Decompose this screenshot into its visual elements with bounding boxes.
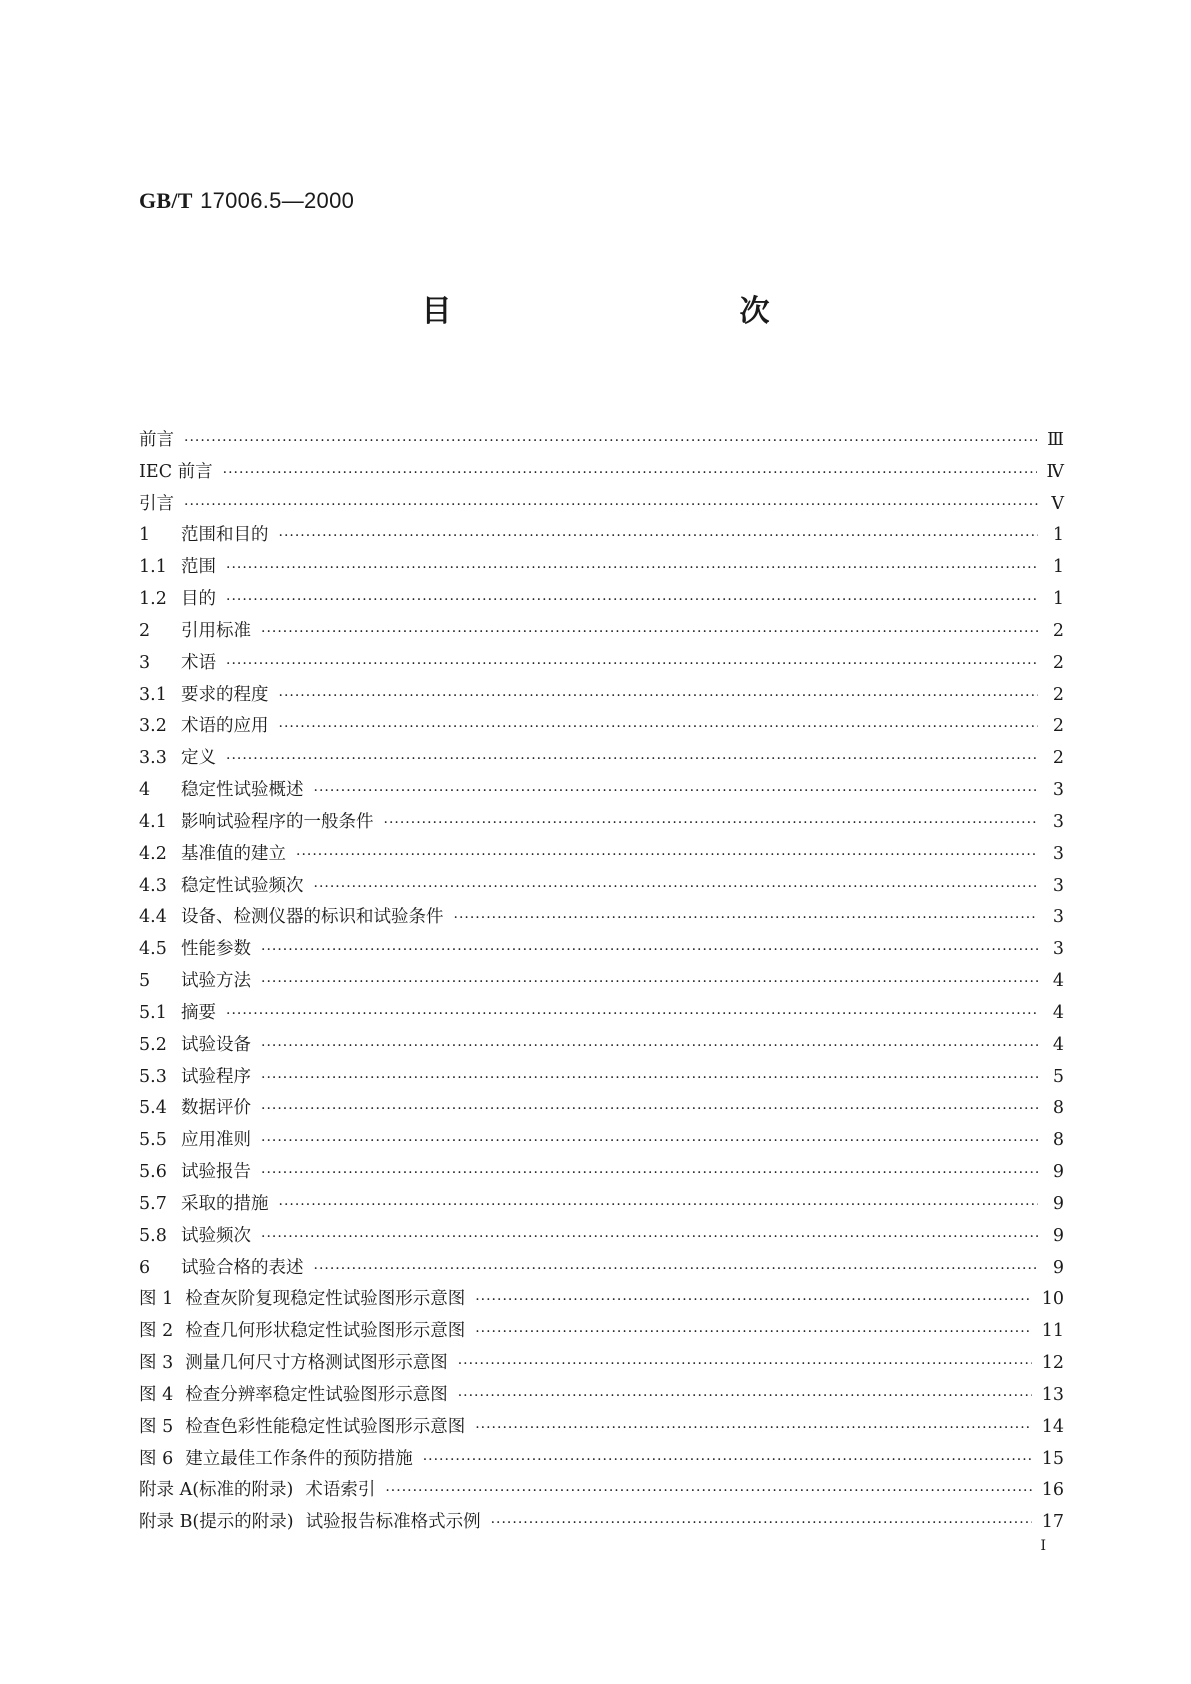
toc-leader-dots: [261, 1101, 1038, 1117]
toc-entry-page: 13: [1041, 1384, 1064, 1405]
toc-entry-title: 检查分辨率稳定性试验图形示意图: [185, 1384, 448, 1405]
toc-entry-title: 稳定性试验频次: [181, 875, 304, 896]
toc-entry-number: 3.1: [139, 684, 167, 705]
toc-entry-title: 前言: [139, 430, 174, 450]
toc-leader-dots: [279, 719, 1039, 735]
toc-leader-dots: [261, 974, 1038, 990]
toc-entry[interactable]: [139, 1476, 1064, 1508]
toc-entry-page: 3: [1052, 811, 1064, 832]
toc-leader-dots: [475, 1420, 1032, 1436]
toc-entry[interactable]: [139, 1381, 1064, 1413]
toc-entry-number: 5.5: [139, 1130, 167, 1151]
toc-entry-page: 3: [1052, 875, 1064, 896]
toc-leader-dots: [261, 942, 1038, 958]
toc-entry-number: 图 6: [139, 1448, 174, 1469]
toc-entry-page: 2: [1052, 652, 1064, 673]
toc-entry-number: 1: [139, 525, 151, 546]
toc-entry-page: 8: [1052, 1130, 1064, 1151]
toc-entry-number: 5.3: [139, 1066, 167, 1087]
toc-leader-dots: [475, 1292, 1032, 1308]
toc-entry-title: 数据评价: [181, 1098, 251, 1119]
toc-entry-page: 2: [1052, 684, 1064, 705]
toc-entry-page: 3: [1052, 780, 1064, 801]
toc-entry-title: 测量几何尺寸方格测试图形示意图: [185, 1353, 448, 1374]
toc-entry-title: 范围: [181, 557, 216, 578]
toc-entry[interactable]: [139, 521, 1064, 553]
toc-entry[interactable]: [139, 903, 1064, 935]
toc-entry-page: 3: [1052, 907, 1064, 928]
toc-entry-title: 试验报告: [181, 1162, 251, 1183]
toc-entry[interactable]: [139, 1190, 1064, 1222]
toc-entry[interactable]: [139, 490, 1064, 522]
toc-entry[interactable]: [139, 1158, 1064, 1190]
toc-entry-title: 引用标准: [181, 620, 251, 641]
toc-entry-page: 4: [1052, 1034, 1064, 1055]
toc-entry-page: 2: [1052, 620, 1064, 641]
toc-entry[interactable]: [139, 1317, 1064, 1349]
toc-entry-title: 应用准则: [181, 1130, 251, 1151]
toc-entry[interactable]: [139, 712, 1064, 744]
toc-leader-dots: [261, 1133, 1038, 1149]
toc-leader-dots: [475, 1324, 1032, 1340]
toc-leader-dots: [261, 1229, 1038, 1245]
toc-entry-page: 14: [1041, 1416, 1064, 1437]
toc-entry-title: 摘要: [181, 1002, 216, 1023]
toc-entry-number: 4.1: [139, 811, 167, 832]
toc-leader-dots: [385, 1483, 1031, 1499]
toc-entry-title: 范围和目的: [181, 525, 269, 546]
toc-list: [139, 426, 1064, 1540]
toc-leader-dots: [279, 1197, 1039, 1213]
toc-entry-page: 15: [1041, 1448, 1064, 1469]
toc-leader-dots: [423, 1452, 1032, 1468]
toc-entry[interactable]: [139, 458, 1064, 490]
toc-entry[interactable]: [139, 1508, 1064, 1540]
toc-entry-page: Ⅴ: [1051, 493, 1064, 514]
toc-leader-dots: [296, 847, 1038, 863]
toc-entry[interactable]: [139, 1413, 1064, 1445]
toc-leader-dots: [226, 560, 1038, 576]
toc-entry-page: 9: [1052, 1257, 1064, 1278]
toc-leader-dots: [491, 1515, 1032, 1531]
toc-entry[interactable]: [139, 744, 1064, 776]
toc-leader-dots: [384, 815, 1039, 831]
toc-entry-title: 试验程序: [181, 1066, 251, 1087]
toc-entry-number: 4.2: [139, 843, 167, 864]
toc-leader-dots: [226, 592, 1038, 608]
toc-entry-page: 16: [1041, 1480, 1064, 1501]
toc-entry[interactable]: [139, 935, 1064, 967]
toc-leader-dots: [314, 1261, 1039, 1277]
toc-leader-dots: [279, 688, 1039, 704]
toc-entry-page: 3: [1052, 843, 1064, 864]
toc-entry-title: 定义: [181, 748, 216, 769]
toc-leader-dots: [184, 497, 1038, 513]
toc-entry-title: 稳定性试验概述: [181, 780, 304, 801]
toc-entry-page: 2: [1052, 748, 1064, 769]
toc-entry-page: 1: [1052, 557, 1064, 578]
standard-code: [139, 188, 354, 214]
toc-entry-page: 2: [1052, 716, 1064, 737]
toc-entry-title: 试验合格的表述: [181, 1257, 304, 1278]
toc-entry-number: 图 2: [139, 1321, 174, 1342]
toc-entry-number: 附录 B(提示的附录): [139, 1512, 294, 1533]
toc-entry-page: 3: [1052, 939, 1064, 960]
toc-entry[interactable]: [139, 808, 1064, 840]
toc-entry-number: 5.2: [139, 1034, 167, 1055]
toc-entry-title: 检查灰阶复现稳定性试验图形示意图: [185, 1289, 466, 1310]
toc-entry-page: 5: [1052, 1066, 1064, 1087]
toc-entry-number: 4.4: [139, 907, 167, 928]
toc-entry-page: 4: [1052, 971, 1064, 992]
toc-entry-number: 5: [139, 971, 151, 992]
standard-prefix: GB/T: [139, 188, 193, 213]
toc-entry-number: 1.1: [139, 557, 167, 578]
toc-entry-page: 9: [1052, 1162, 1064, 1183]
toc-leader-dots: [458, 1388, 1032, 1404]
toc-entry-number: 3: [139, 652, 151, 673]
toc-leader-dots: [261, 1070, 1038, 1086]
toc-leader-dots: [223, 465, 1037, 481]
toc-entry-title: 检查色彩性能稳定性试验图形示意图: [185, 1416, 466, 1437]
toc-entry[interactable]: [139, 967, 1064, 999]
toc-entry[interactable]: [139, 999, 1064, 1031]
toc-entry[interactable]: [139, 1445, 1064, 1477]
toc-entry-page: 9: [1052, 1225, 1064, 1246]
toc-entry[interactable]: [139, 1063, 1064, 1095]
toc-entry-number: 5.8: [139, 1225, 167, 1246]
toc-leader-dots: [458, 1356, 1032, 1372]
toc-entry-page: 1: [1052, 525, 1064, 546]
toc-entry[interactable]: [139, 840, 1064, 872]
toc-leader-dots: [314, 879, 1039, 895]
toc-entry-title: 影响试验程序的一般条件: [181, 811, 374, 832]
toc-entry-number: 图 1: [139, 1289, 174, 1310]
toc-entry[interactable]: [139, 1254, 1064, 1286]
toc-entry-number: 图 5: [139, 1416, 174, 1437]
toc-entry-title: 目的: [181, 589, 216, 610]
toc-leader-dots: [314, 783, 1039, 799]
toc-entry[interactable]: [139, 872, 1064, 904]
toc-entry-title: 采取的措施: [181, 1193, 269, 1214]
toc-entry-title: 术语索引: [305, 1480, 376, 1501]
toc-entry-number: 5.6: [139, 1162, 167, 1183]
toc-entry-page: 1: [1052, 589, 1064, 610]
toc-entry-title: 试验方法: [181, 971, 251, 992]
toc-entry[interactable]: [139, 776, 1064, 808]
toc-entry-number: 3.3: [139, 748, 167, 769]
toc-entry-page: 10: [1041, 1289, 1064, 1310]
toc-leader-dots: [261, 1165, 1038, 1181]
toc-entry-number: 1.2: [139, 589, 167, 610]
toc-entry-number: 5.7: [139, 1193, 167, 1214]
standard-number: 17006.5—2000: [200, 188, 355, 213]
toc-entry-title: IEC 前言: [139, 461, 213, 482]
toc-entry[interactable]: [139, 1031, 1064, 1063]
toc-entry-number: 5.4: [139, 1098, 167, 1119]
toc-entry-number: 6: [139, 1257, 151, 1278]
toc-entry[interactable]: [139, 1349, 1064, 1381]
page-folio: Ⅰ: [1040, 1538, 1046, 1554]
toc-entry-title: 性能参数: [181, 939, 251, 960]
toc-entry-number: 4.5: [139, 939, 167, 960]
toc-entry-title: 检查几何形状稳定性试验图形示意图: [185, 1321, 466, 1342]
toc-leader-dots: [184, 433, 1037, 449]
toc-entry-number: 附录 A(标准的附录): [139, 1480, 294, 1501]
toc-entry[interactable]: [139, 426, 1064, 458]
toc-entry-page: 8: [1052, 1098, 1064, 1119]
toc-entry-title: 试验报告标准格式示例: [305, 1512, 481, 1533]
toc-entry-number: 5.1: [139, 1002, 167, 1023]
toc-entry-number: 图 4: [139, 1384, 174, 1405]
toc-entry-title: 要求的程度: [181, 684, 269, 705]
toc-entry-number: 图 3: [139, 1353, 174, 1374]
toc-entry[interactable]: [139, 585, 1064, 617]
toc-leader-dots: [261, 1038, 1038, 1054]
toc-entry-page: 11: [1041, 1321, 1064, 1342]
toc-entry-title: 设备、检测仪器的标识和试验条件: [181, 907, 444, 928]
toc-entry[interactable]: [139, 1222, 1064, 1254]
toc-leader-dots: [279, 528, 1039, 544]
toc-entry-number: 3.2: [139, 716, 167, 737]
toc-entry[interactable]: [139, 681, 1064, 713]
toc-entry-page: Ⅳ: [1046, 461, 1064, 482]
toc-entry[interactable]: [139, 649, 1064, 681]
toc-entry[interactable]: [139, 1126, 1064, 1158]
toc-entry-number: 4.3: [139, 875, 167, 896]
toc-entry[interactable]: [139, 1094, 1064, 1126]
toc-entry-page: 4: [1052, 1002, 1064, 1023]
toc-entry-number: 4: [139, 780, 151, 801]
toc-entry-title: 术语的应用: [181, 716, 269, 737]
toc-entry-title: 术语: [181, 652, 216, 673]
toc-entry-title: 试验设备: [181, 1034, 251, 1055]
toc-entry-number: 2: [139, 620, 151, 641]
toc-leader-dots: [226, 656, 1038, 672]
toc-title: 目 次: [421, 294, 846, 329]
toc-entry-page: 12: [1041, 1353, 1064, 1374]
toc-leader-dots: [226, 1006, 1038, 1022]
toc-entry-page: Ⅲ: [1047, 430, 1064, 450]
toc-entry-title: 建立最佳工作条件的预防措施: [185, 1448, 413, 1469]
toc-entry-title: 引言: [139, 493, 174, 514]
toc-entry-page: 17: [1041, 1512, 1064, 1533]
toc-leader-dots: [454, 910, 1039, 926]
toc-entry-title: 基准值的建立: [181, 843, 286, 864]
toc-entry[interactable]: [139, 553, 1064, 585]
toc-entry[interactable]: [139, 617, 1064, 649]
toc-leader-dots: [226, 751, 1038, 767]
toc-entry[interactable]: [139, 1285, 1064, 1317]
toc-leader-dots: [261, 624, 1038, 640]
toc-entry-page: 9: [1052, 1193, 1064, 1214]
toc-entry-title: 试验频次: [181, 1225, 251, 1246]
